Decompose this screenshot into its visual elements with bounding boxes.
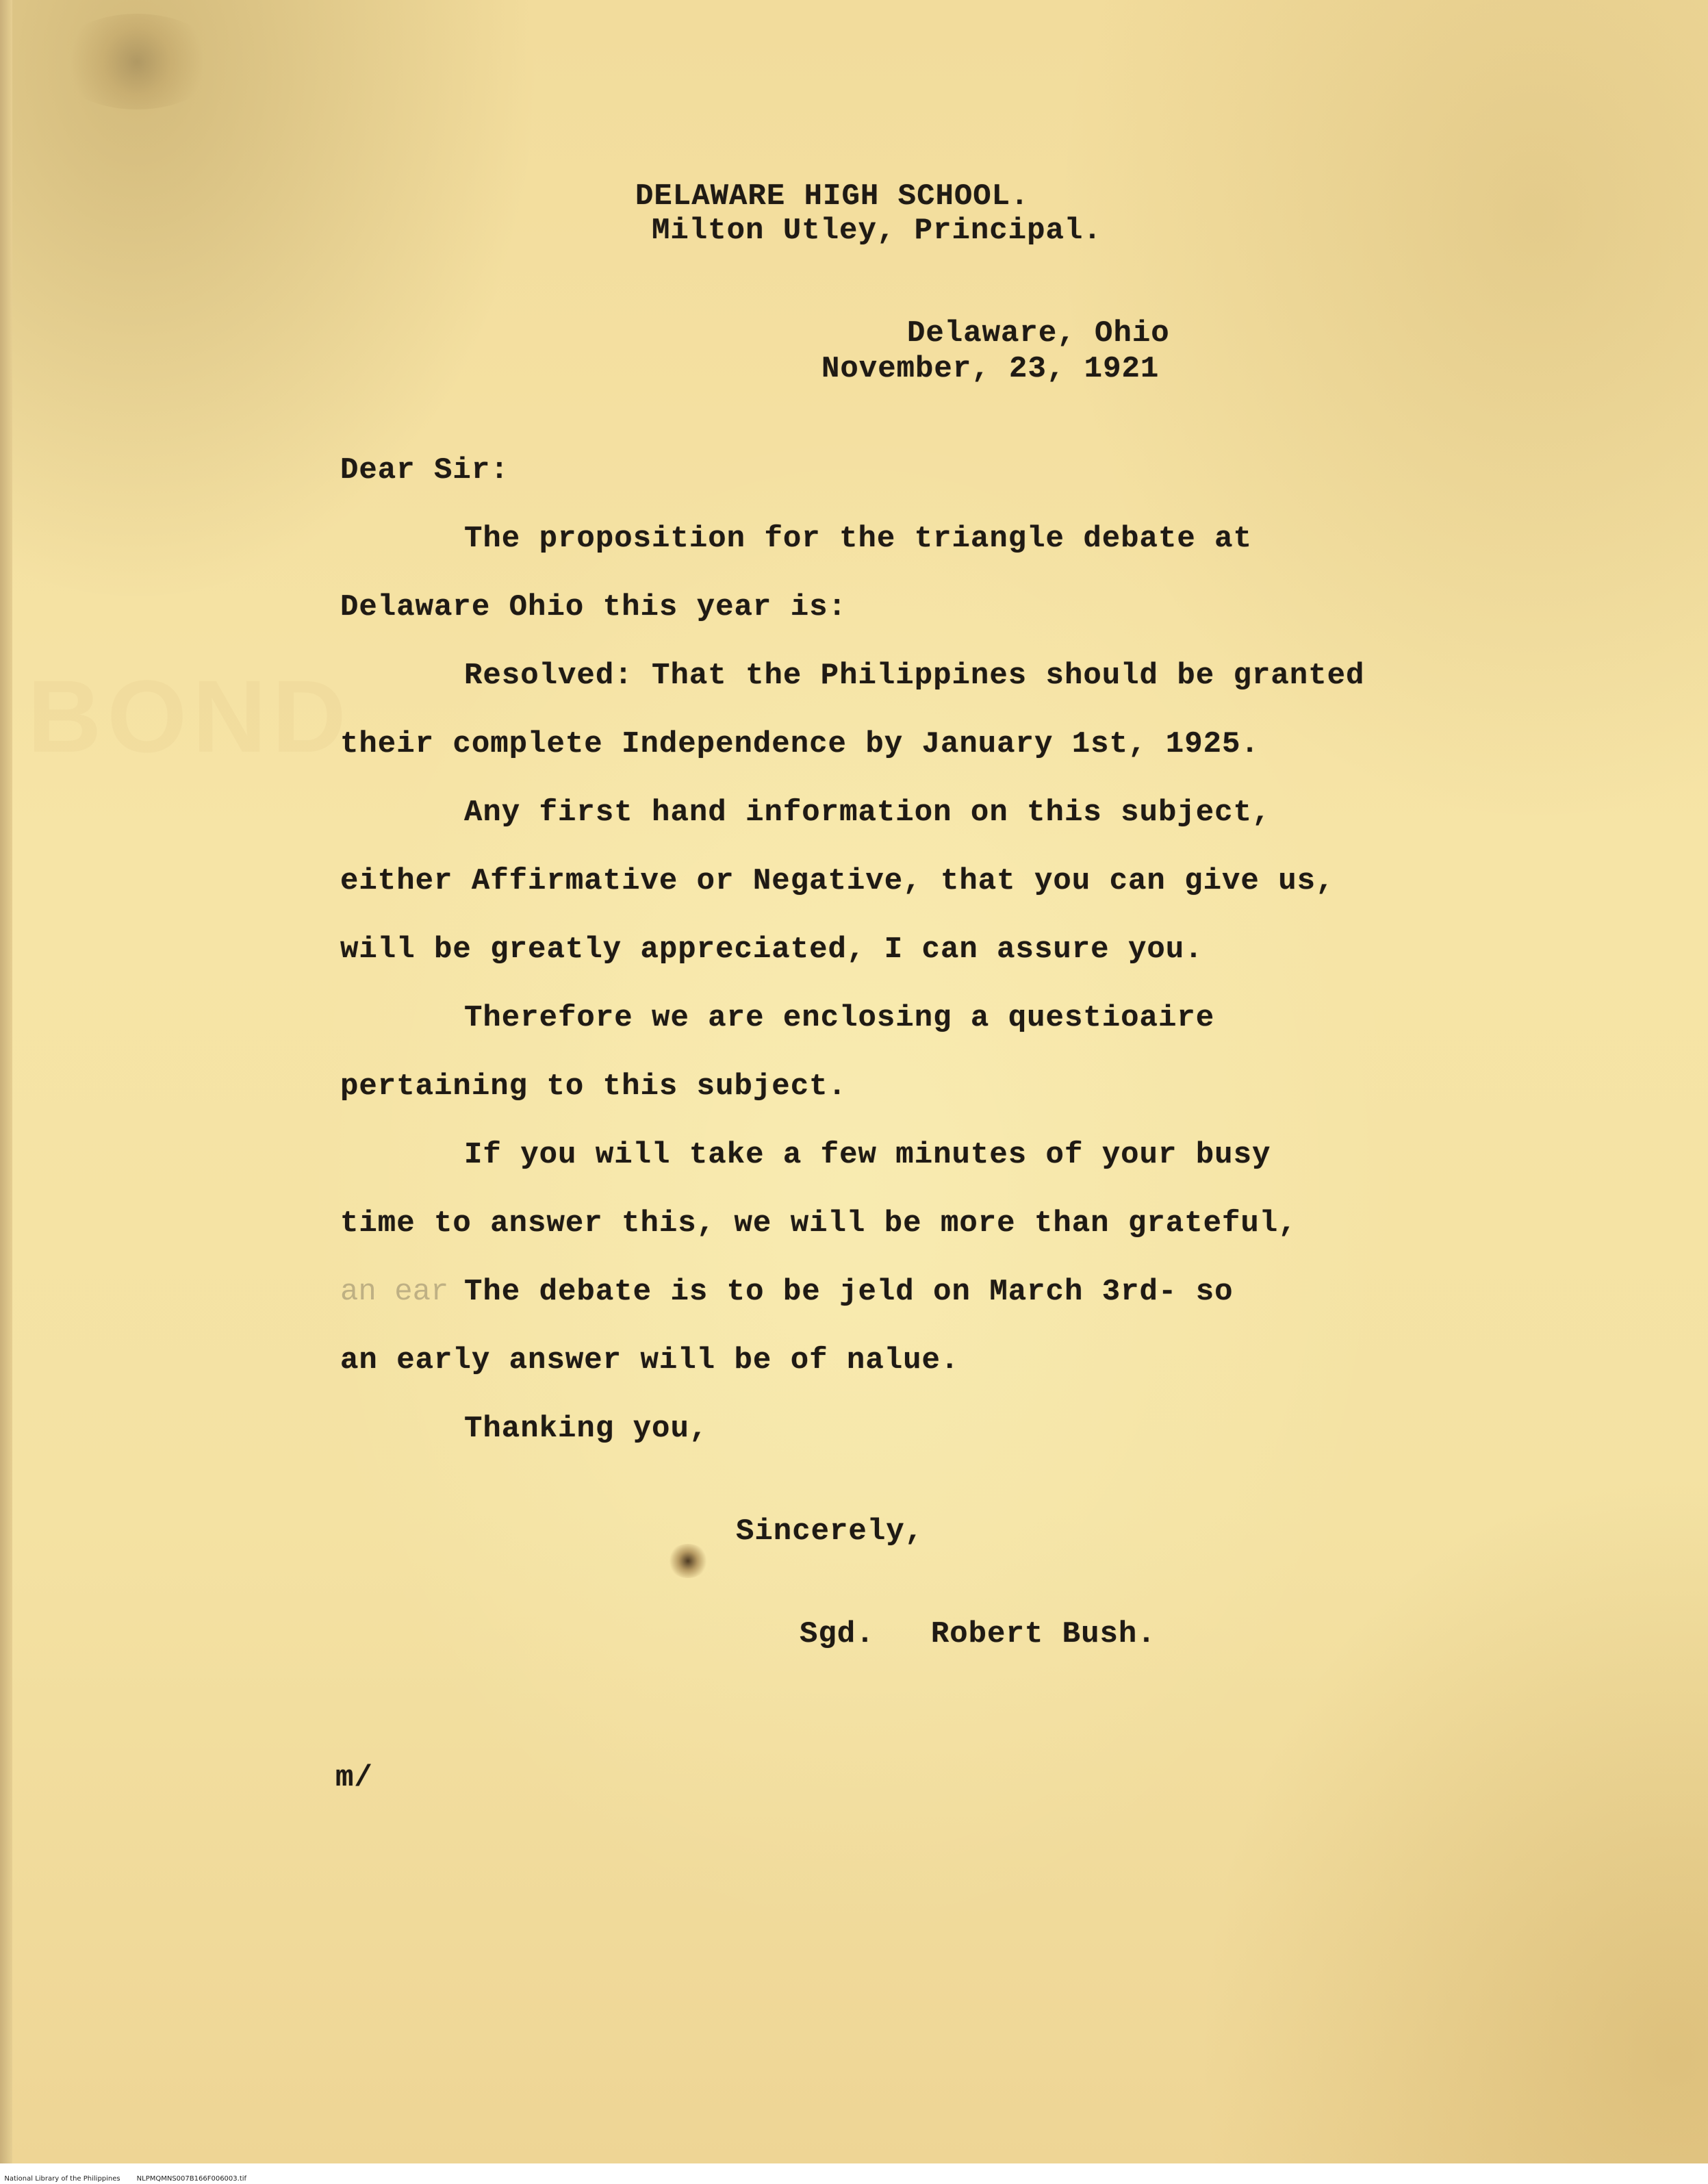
letterhead-school: DELAWARE HIGH SCHOOL. [635,179,1030,214]
body-line: Any first hand information on this subject, [464,796,1271,830]
ink-stain [55,14,219,110]
paper-watermark: BOND [27,659,352,774]
body-line: Thanking you, [464,1412,709,1446]
footer-library: National Library of the Philippines [4,2175,120,2183]
signature: Sgd. Robert Bush. [800,1617,1156,1651]
body-line: Delaware Ohio this year is: [340,590,847,624]
body-line: their complete Independence by January 1st, 1925. [340,727,1260,761]
closing: Sincerely, [736,1514,924,1549]
footer-file: NLPMQMNS007B166F006003.tif [136,2175,247,2183]
erased-text: an ear [340,1275,449,1309]
body-line: If you will take a few minutes of your busy [464,1138,1271,1172]
typist-initials: m/ [335,1761,373,1795]
body-line: time to answer this, we will be more than grateful, [340,1206,1297,1241]
body-line: The proposition for the triangle debate at [464,522,1252,556]
body-line: pertaining to this subject. [340,1069,847,1104]
letterhead-principal: Milton Utley, Principal. [652,214,1102,248]
dateline-place: Delaware, Ohio [907,316,1170,351]
body-line: either Affirmative or Negative, that you can give us, [340,864,1335,898]
body-line: The debate is to be jeld on March 3rd- so [464,1275,1234,1309]
scan-footer [0,2163,1708,2183]
dateline-date: November, 23, 1921 [821,352,1160,386]
paper-edge [0,0,12,2163]
ink-stain [667,1544,709,1578]
body-line: will be greatly appreciated, I can assure you. [340,932,1203,967]
body-line: Therefore we are enclosing a questioaire [464,1001,1215,1035]
salutation: Dear Sir: [340,453,509,487]
body-line: an early answer will be of nalue. [340,1343,960,1377]
body-line: Resolved: That the Philippines should be granted [464,659,1365,693]
